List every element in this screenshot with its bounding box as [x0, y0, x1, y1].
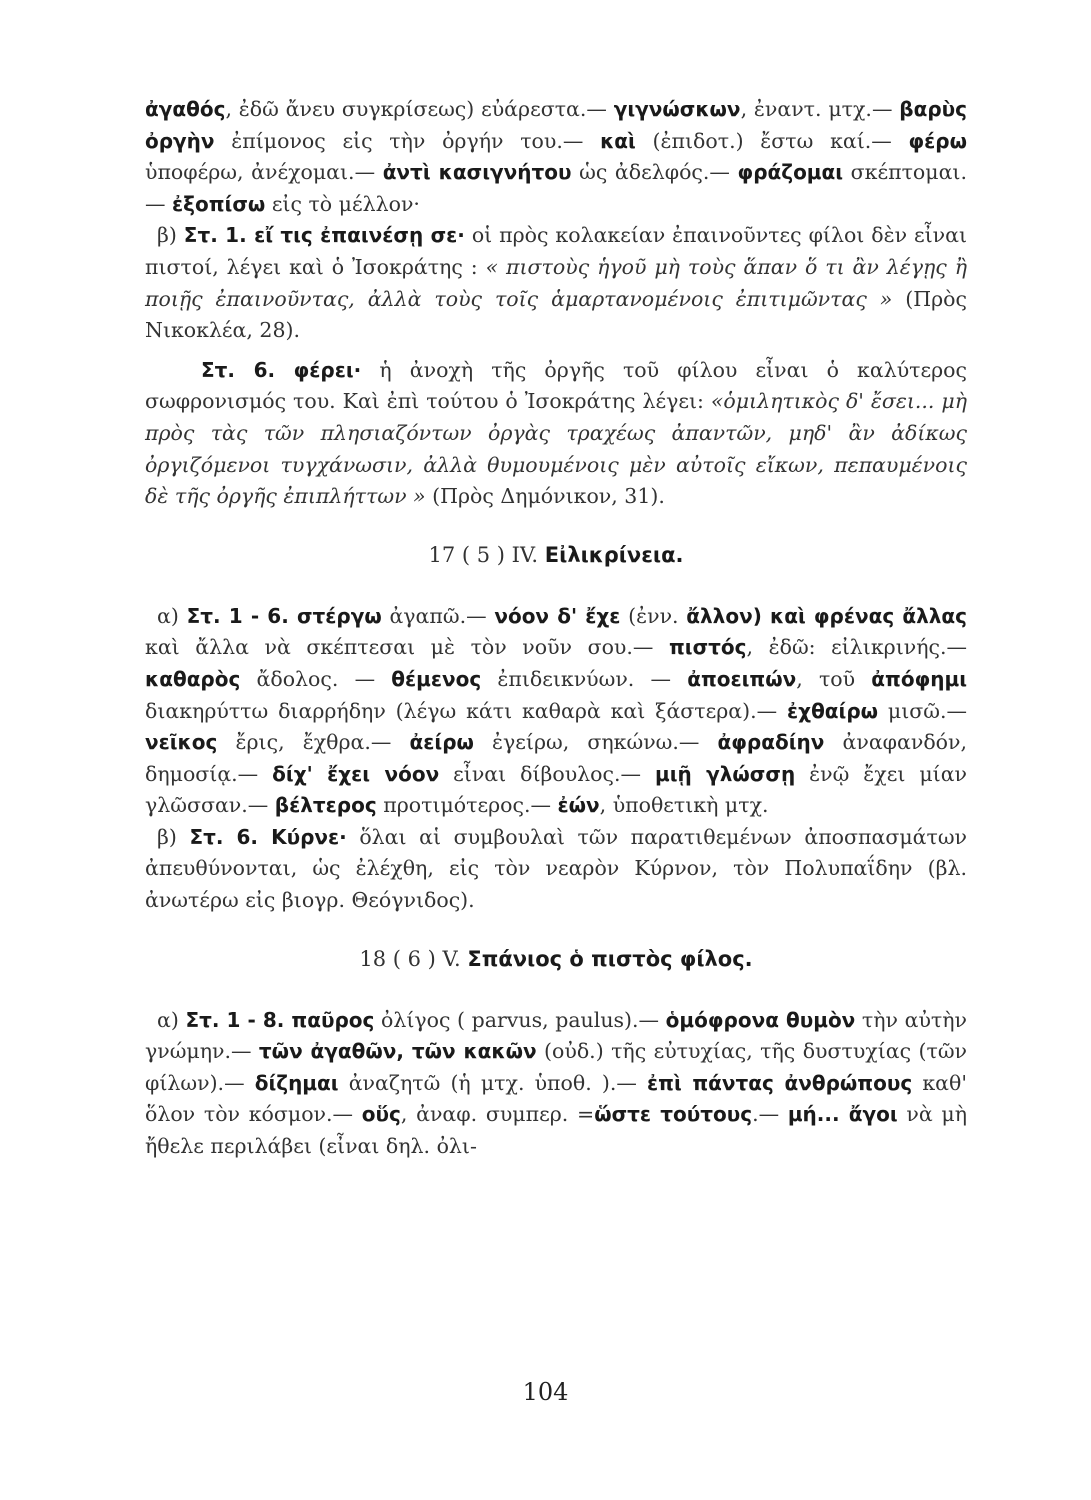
term: βαρὺς ὀργὴν ἐπίμονος εἰς τὴν ὀργήν του.— [145, 97, 967, 153]
page-body [145, 94, 967, 1163]
section-heading-17: 17 ( 5 ) IV. Εἰλικρίνεια. [428, 542, 684, 567]
verse-ref: Στ. 6. Κύρνε· [189, 824, 347, 849]
term: φέρω ὑποφέρω, ἀνέχομαι.— [145, 128, 967, 185]
paragraph-note-beta: β) Στ. 1. εἴ τις ἐπαινέσῃ σε· οἱ πρὸς κολακείαν ἐπαινοῦντες φίλοι δὲν εἶναι πιστοί, λέγει καὶ ὁ Ἰσοκράτης : « πιστοὺς ἡγοῦ μὴ τοὺς ἅπαν ὅ τι ἂν λέγῃς ἢ ποιῇς ἐπαινοῦντας, ἀλλὰ τοὺς τοῖς ἁμαρτανομένοις ἐπιτιμῶντας » (Πρὸς Νικοκλέα, 28). [145, 223, 967, 343]
verse-ref: Στ. 1. [183, 223, 247, 248]
paragraph-glossary-17: α) Στ. 1 - 6. στέργω ἀγαπῶ.— νόον δ' ἔχε (ἐνν. ἄλλον) καὶ φρένας ἄλλας καὶ ἄλλα νὰ σκέπτεσαι μὲ τὸν νοῦν σου.— πιστός, ἐδῶ: εἰλικρινής.— καθαρὸς ἄδολος. — θέμενος ἐπιδεικνύων. — ἀποειπών, τοῦ ἀπόφημι διακηρύττω διαρρήδην (λέγω κάτι καθαρὰ καὶ ξάστερα).— ἐχθαίρω μισῶ.— νεῖκος ἔρις, ἔχθρα.— ἀείρω ἐγείρω, σηκώνω.— ἀφραδίην ἀναφανδόν, δημοσίᾳ.— δίχ' ἔχει νόον εἶναι δίβουλος.— μιῇ γλώσσῃ ἐνῷ ἔχει μίαν γλῶσσαν.— βέλτερος προτιμότερος.— ἐών, ὑποθετικὴ μτχ. [145, 603, 968, 818]
term: ἀγαθός, ἐδῶ ἄνευ συγκρίσεως) εὐάρεστα.— [145, 97, 614, 121]
term: ἐξοπίσω εἰς τὸ μέλλον· [172, 191, 420, 216]
section-heading-18: 18 ( 6 ) V. Σπάνιος ὁ πιστὸς φίλος. [359, 946, 753, 971]
quotation: «ὁμιλητικὸς δ' ἔσει... μὴ πρὸς τὰς τῶν πλησιαζόντων ὀργὰς τραχέως ἀπαντῶν, μηδ' ἂν ἀδίκως ὀργιζόμενοι τυγχάνωσιν, ἀλλὰ θυμουμένοις μὲν αὐτοῖς εἴκων, πεπαυμένοις δὲ τῆς ὀργῆς ἐπιπλήττων » [145, 389, 967, 509]
paragraph-note-verse6: Στ. 6. φέρει· ἡ ἀνοχὴ τῆς ὀργῆς τοῦ φίλου εἶναι ὁ καλύτερος σωφρονισμός του. Καὶ ἐπὶ τούτου ὁ Ἰσοκράτης λέγει: «ὁμιλητικὸς δ' ἔσει... μὴ πρὸς τὰς τῶν πλησιαζόντων ὀργὰς τραχέως ἀπαντῶν, μηδ' ἂν ἀδίκως ὀργιζόμενοι τυγχάνωσιν, ἀλλὰ θυμουμένοις μὲν αὐτοῖς εἴκων, πεπαυμένοις δὲ τῆς ὀργῆς ἐπιπλήττων » (Πρὸς Δημόνικον, 31). [145, 357, 967, 509]
term: φράζομαι σκέπτομαι.— [145, 160, 967, 216]
term: γιγνώσκων, ἐναντ. μτχ.— [613, 97, 900, 121]
quotation: « πιστοὺς ἡγοῦ μὴ τοὺς ἅπαν ὅ τι ἂν λέγῃς ἢ ποιῇς ἐπαινοῦντας, ἀλλὰ τοὺς τοῖς ἁμαρτανομένοις ἐπιτιμῶντας » [145, 254, 967, 311]
paragraph-glossary-18: α) Στ. 1 - 8. παῦρος ὀλίγος ( parvus, paulus).— ὁμόφρονα θυμὸν τὴν αὐτὴν γνώμην.— τῶν ἀγαθῶν, τῶν κακῶν (οὐδ.) τῆς εὐτυχίας, τῆς δυστυχίας (τῶν φίλων).— δίζημαι ἀναζητῶ (ἡ μτχ. ὑποθ. ).— ἐπὶ πάντας ἀνθρώπους καθ' ὅλον τὸν κόσμον.— οὕς, ἀναφ. συμπερ. =ὥστε τούτους.— μή... ἄγοι νὰ μὴ ἤθελε περιλάβει (εἶναι δηλ. ὀλι- [145, 1007, 968, 1159]
verse-ref: Στ. 6. [201, 357, 276, 382]
page-number: 104 [522, 1378, 569, 1406]
paragraph-note-kyrne: β) Στ. 6. Κύρνε· ὅλαι αἱ συμβουλαὶ τῶν παρατιθεμένων ἀποσπασμάτων ἀπευθύνονται, ὡς ἐλέχθη, εἰς τὸν νεαρὸν Κύρνον, τὸν Πολυπαΐδην (βλ. ἀνωτέρω εἰς βιογρ. Θεόγνιδος). [145, 824, 968, 913]
term: καὶ (ἐπιδοτ.) ἔστω καί.— [600, 128, 909, 153]
term: ἀντὶ κασιγνήτου ὡς ἀδελφός.— [382, 160, 738, 185]
paragraph-glossary-1 [145, 94, 967, 220]
